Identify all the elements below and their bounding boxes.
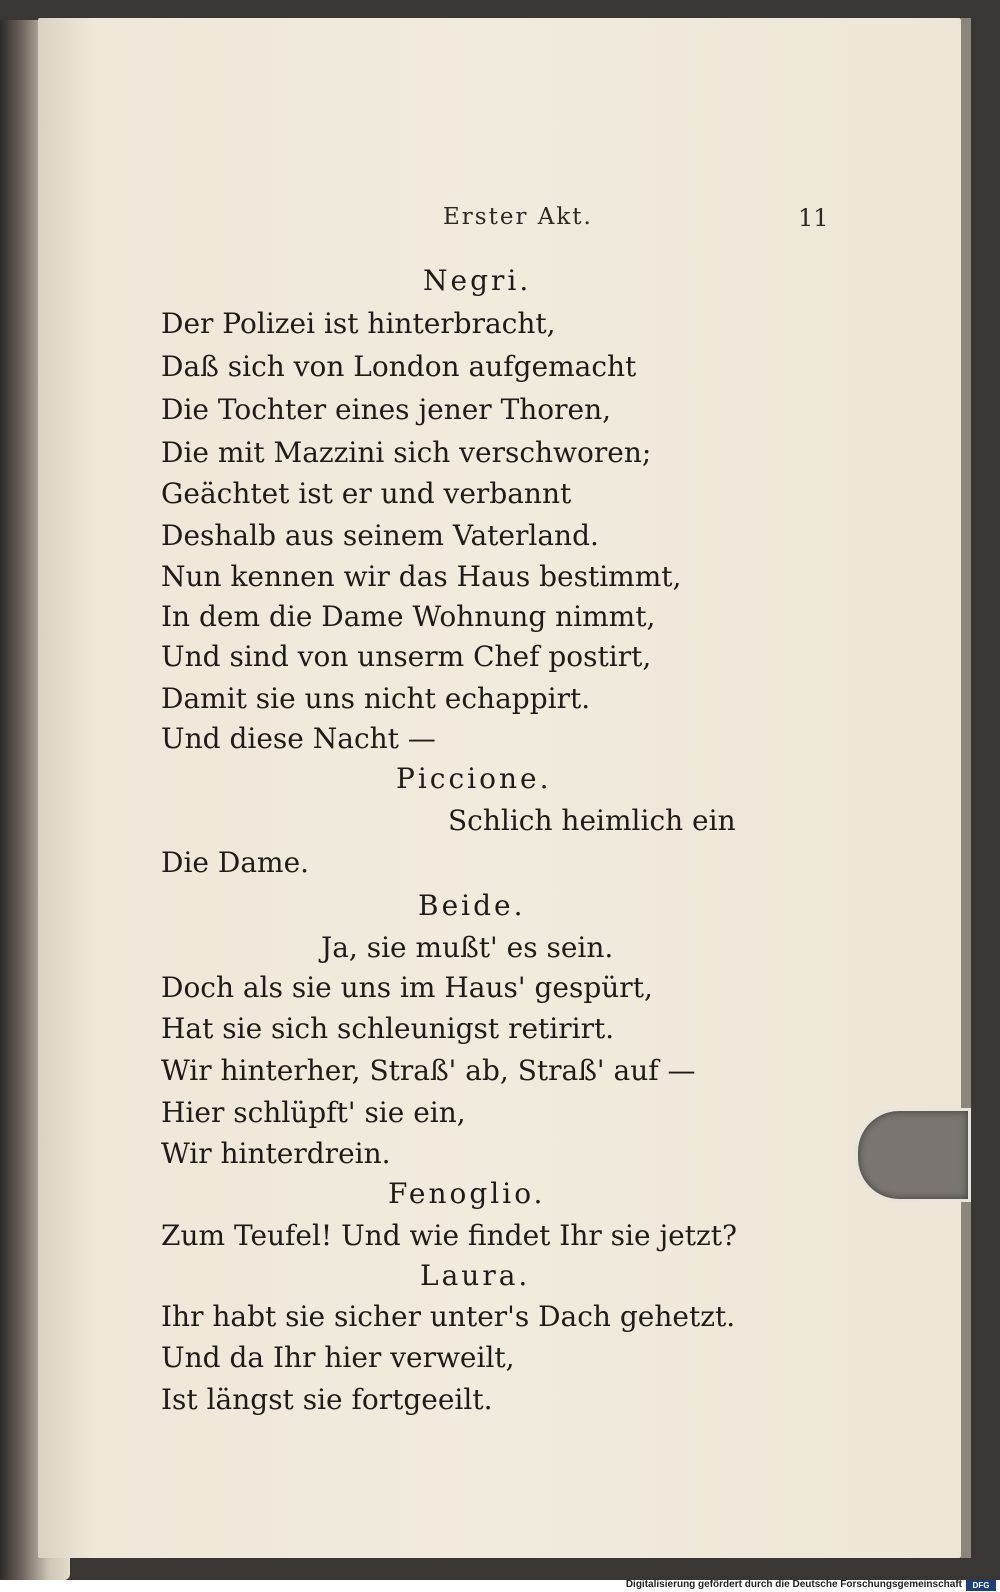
verse-line: Ja, sie mußt' es sein. <box>321 931 614 964</box>
verse-line: Ist längst sie fortgeeilt. <box>161 1383 493 1416</box>
verse-line: Doch als sie uns im Haus' gespürt, <box>161 971 653 1004</box>
page-edge <box>961 18 971 1558</box>
speaker-name: Laura. <box>420 1259 531 1292</box>
running-title: Erster Akt. <box>443 204 593 230</box>
book-page <box>38 18 961 1558</box>
speaker-name: Negri. <box>423 264 532 297</box>
verse-line: Die Tochter eines jener Thoren, <box>161 393 612 426</box>
verse-line: Ihr habt sie sicher unter's Dach gehetzt. <box>161 1300 736 1333</box>
verse-line: Schlich heimlich ein <box>448 804 736 837</box>
verse-line: Nun kennen wir das Haus bestimmt, <box>161 560 682 593</box>
page-header <box>38 204 961 244</box>
footer-bar <box>0 1580 1000 1592</box>
verse-line: Deshalb aus seinem Vaterland. <box>161 519 599 552</box>
verse-line: Und da Ihr hier verweilt, <box>161 1341 515 1374</box>
digitization-credit: Digitalisierung gefördert durch die Deutsche Forschungsgemeinschaft <box>625 1579 962 1590</box>
verse-line: Geächtet ist er und verbannt <box>161 477 572 510</box>
verse-line: Damit sie uns nicht echappirt. <box>161 682 591 715</box>
verse-line: Wir hinterdrein. <box>161 1137 391 1170</box>
verse-line: Und sind von unserm Chef postirt, <box>161 640 652 673</box>
speaker-name: Piccione. <box>396 762 552 795</box>
speaker-name: Beide. <box>418 889 526 922</box>
verse-line: Die Dame. <box>161 846 310 879</box>
speaker-name: Fenoglio. <box>388 1177 546 1210</box>
verse-line: Hier schlüpft' sie ein, <box>161 1096 466 1129</box>
verse-line: Hat sie sich schleunigst retirirt. <box>161 1012 615 1045</box>
verse-line: Die mit Mazzini sich verschworen; <box>161 436 652 469</box>
page-clip-tab <box>855 1108 971 1202</box>
verse-line: In dem die Dame Wohnung nimmt, <box>161 600 656 633</box>
verse-line: Wir hinterher, Straß' ab, Straß' auf — <box>161 1054 696 1087</box>
verse-line: Zum Teufel! Und wie findet Ihr sie jetzt? <box>161 1219 737 1252</box>
verse-line: Daß sich von London aufgemacht <box>161 350 637 383</box>
dfg-logo-icon: DFG <box>966 1580 996 1591</box>
verse-line: Und diese Nacht — <box>161 722 436 755</box>
verse-line: Der Polizei ist hinterbracht, <box>161 307 556 340</box>
page-number: 11 <box>798 204 829 232</box>
